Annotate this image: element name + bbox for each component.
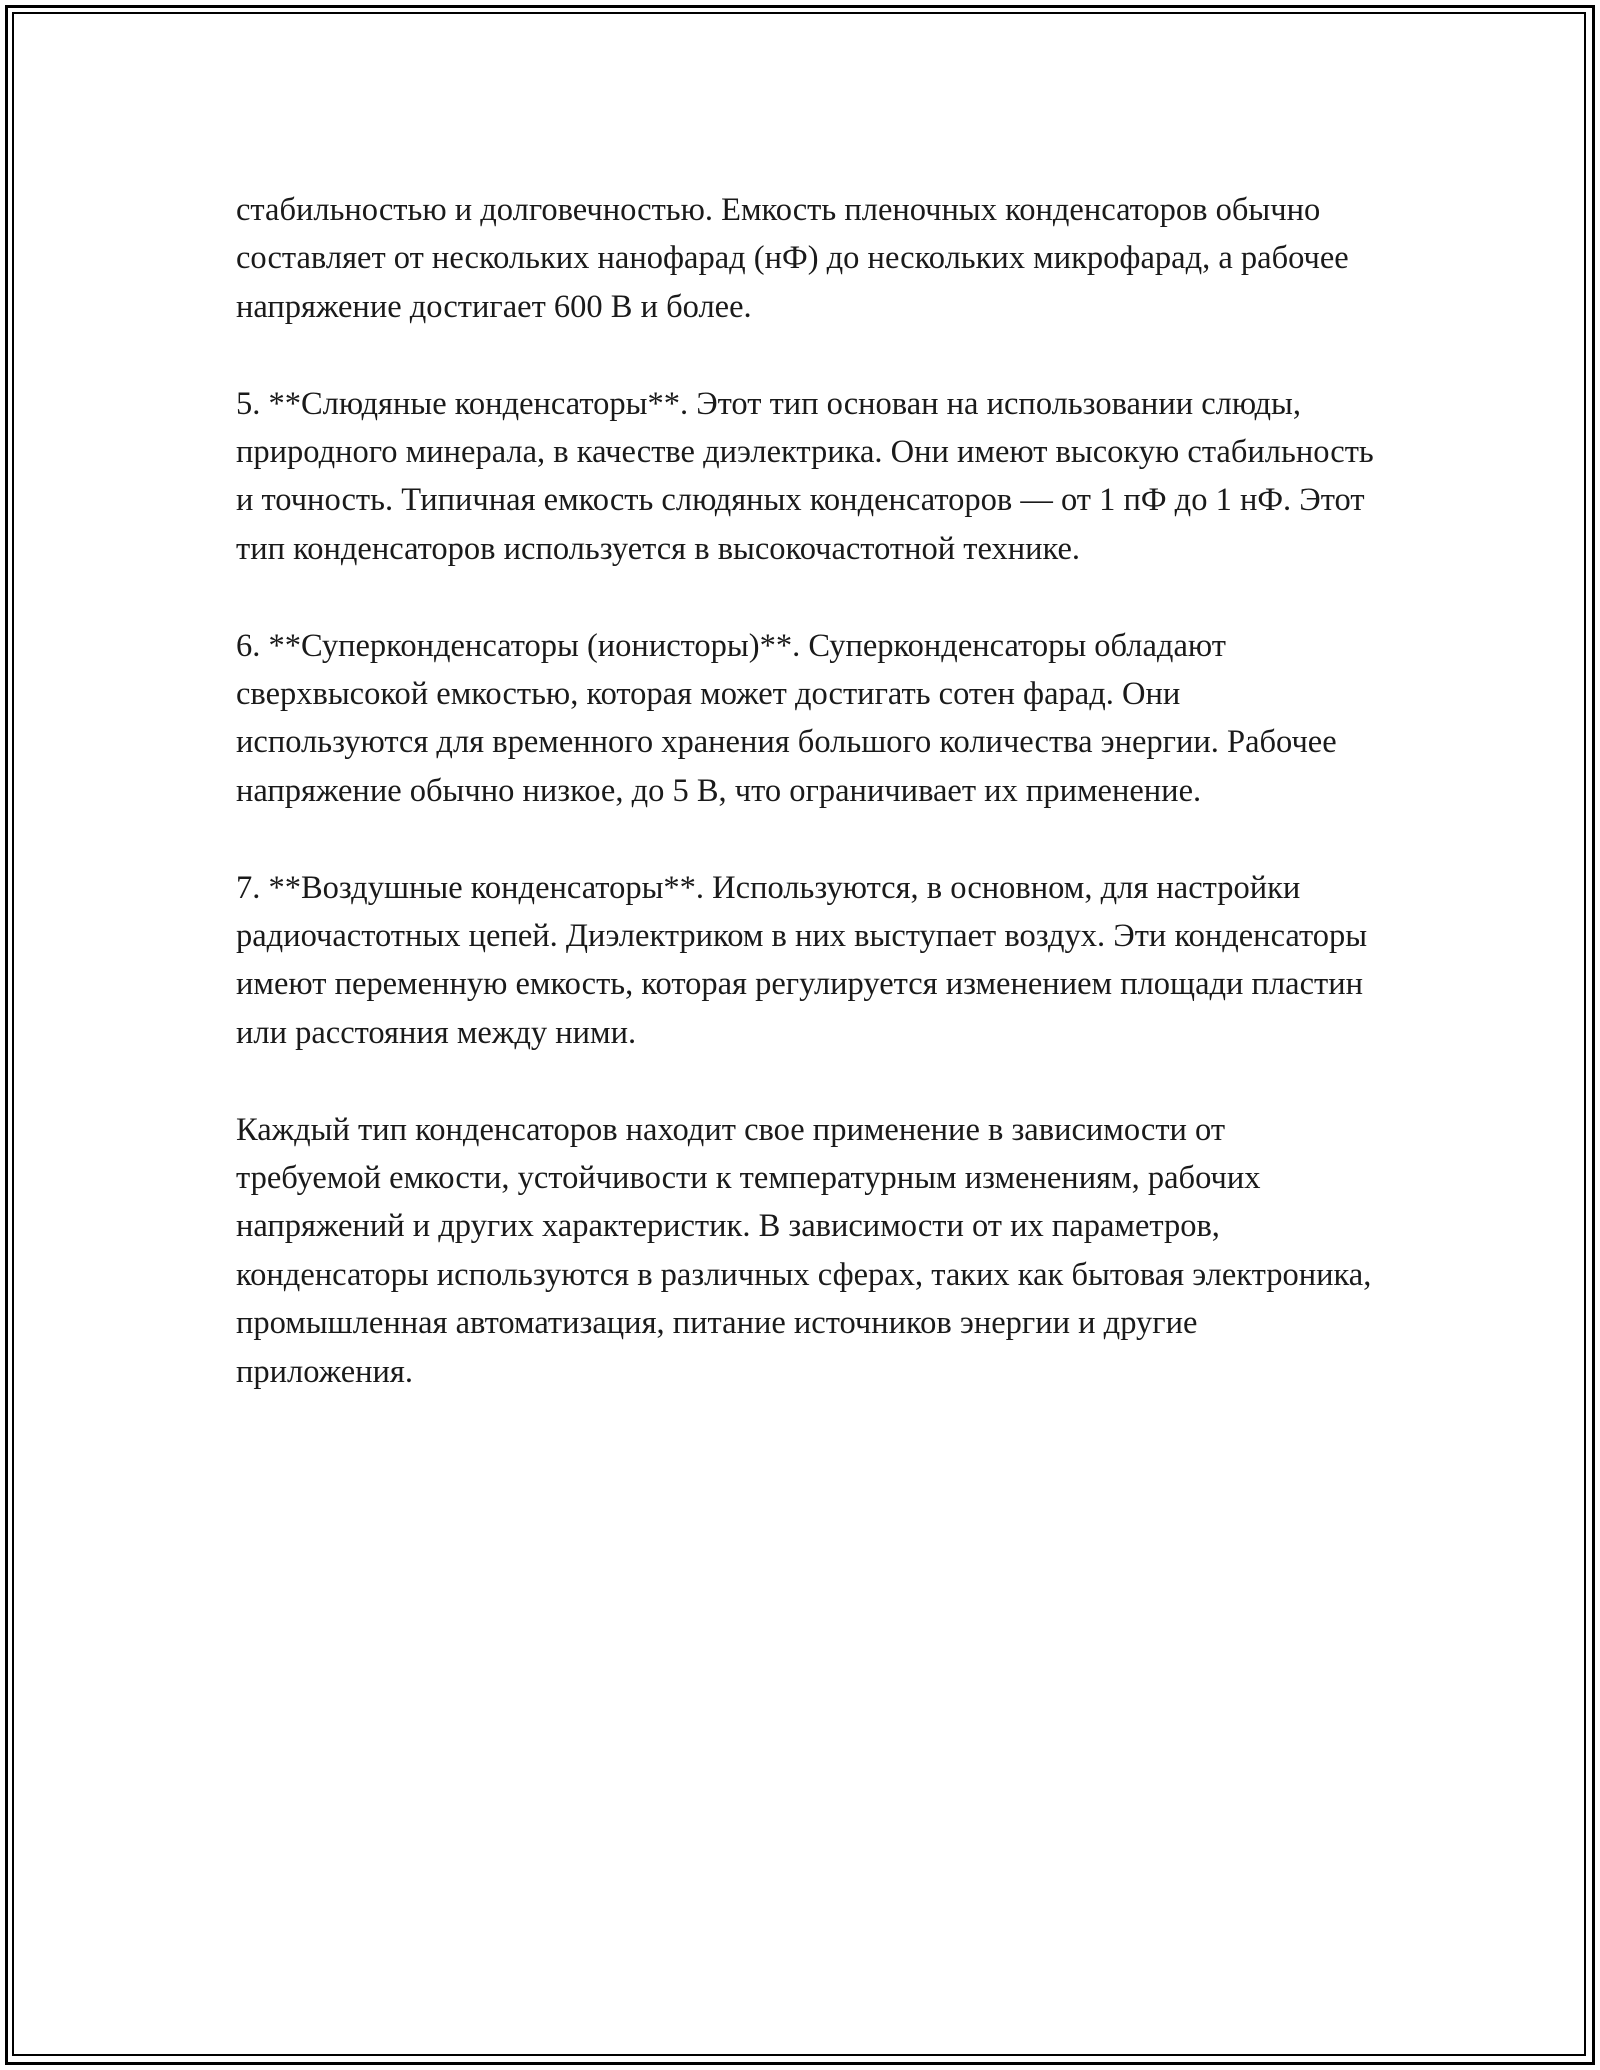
paragraph-conclusion: Каждый тип конденсаторов находит свое применение в зависимости от требуемой емкости, устойчивости к температурным изменениям, рабочих напряжений и других характеристик. В зависимости от их параметров, конденсаторы используются в различных сферах, таких как бытовая электроника, промышленная автоматизация, питание источников энергии и другие приложения. bbox=[236, 1111, 1372, 1390]
paragraph-film-capacitors-continued: стабильностью и долговечностью. Емкость пленочных конденсаторов обычно составляет от нескольких нанофарад (нФ) до нескольких микрофарад, а рабочее напряжение достигает 600 В и более. bbox=[236, 192, 1349, 325]
paragraph-mica-capacitors: 5. **Слюдяные конденсаторы**. Этот тип основан на использовании слюды, природного минерала, в качестве диэлектрика. Они имеют высокую стабильность и точность. Типичная емкость слюдяных конденсаторов — от 1 пФ до 1 нФ. Этот тип конденсаторов используется в высокочастотной технике. bbox=[236, 385, 1374, 567]
paragraph-supercapacitors: 6. **Суперконденсаторы (ионисторы)**. Суперконденсаторы обладают сверхвысокой емкостью, которая может достигать сотен фарад. Они используются для временного хранения большого количества энергии. Рабочее напряжение обычно низкое, до 5 В, что ограничивает их применение. bbox=[236, 627, 1337, 809]
document-body bbox=[236, 186, 1376, 1396]
paragraph-air-capacitors: 7. **Воздушные конденсаторы**. Используются, в основном, для настройки радиочастотных цепей. Диэлектриком в них выступает воздух. Эти конденсаторы имеют переменную емкость, которая регулируется изменением площади пластин или расстояния между ними. bbox=[236, 869, 1368, 1051]
